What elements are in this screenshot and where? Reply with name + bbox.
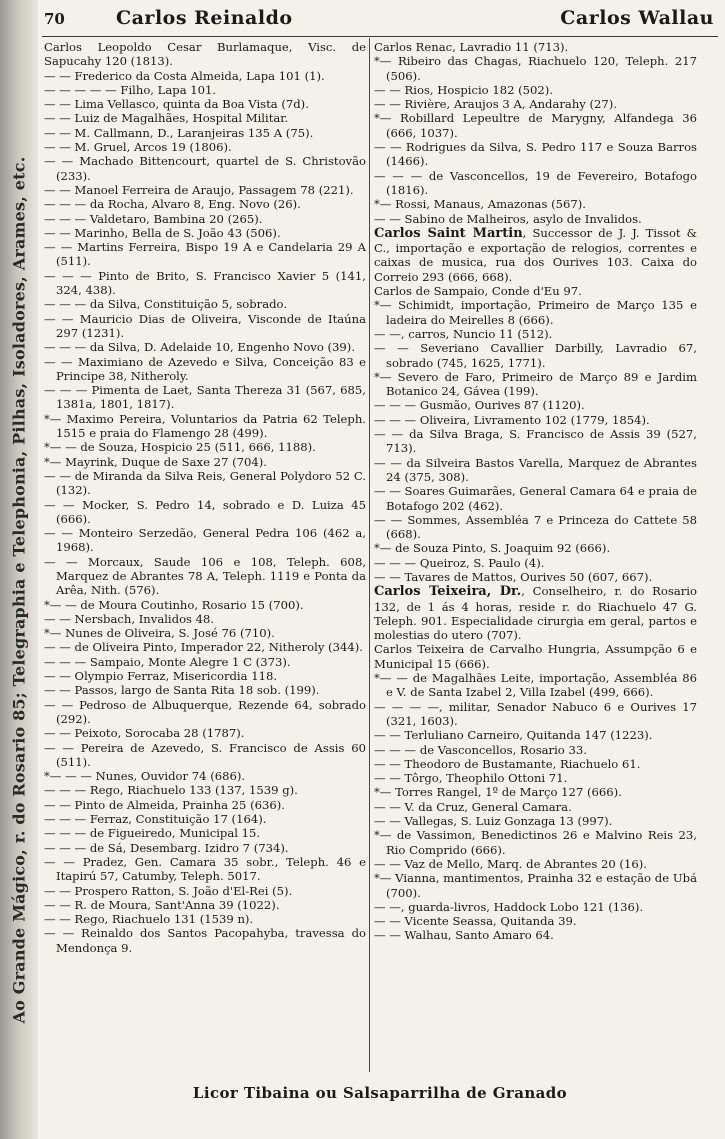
directory-entry: — — Luiz de Magalhães, Hospital Militar. bbox=[44, 111, 289, 126]
directory-entry: Carlos de Sampaio, Conde d'Eu 97. bbox=[374, 284, 582, 299]
left-column bbox=[44, 40, 366, 1070]
header-right-title: Carlos Wallau bbox=[560, 7, 714, 29]
directory-entry: — — Morcaux, Saude 106 e 108, Teleph. 608, Marquez de Abrantes 78 A, Teleph. 1119 e Ponta da Arêa, Nith. (576). bbox=[44, 554, 366, 598]
directory-entry: — — Rodrigues da Silva, S. Pedro 117 e Souza Barros (1466). bbox=[374, 140, 697, 169]
directory-entry: *— Rossi, Manaus, Amazonas (567). bbox=[374, 197, 586, 212]
directory-entry: *— de Vassimon, Benedictinos 26 e Malvino Reis 23, Rio Comprido (666). bbox=[374, 828, 697, 857]
directory-entry: — — Severiano Cavallier Darbilly, Lavradio 67, sobrado (745, 1625, 1771). bbox=[374, 341, 697, 370]
header-left-title: Carlos Reinaldo bbox=[116, 7, 293, 29]
directory-entry: — — — Sampaio, Monte Alegre 1 C (373). bbox=[44, 654, 291, 669]
directory-entry: — — Mauricio Dias de Oliveira, Visconde de Itaúna 297 (1231). bbox=[44, 311, 366, 340]
spine-advertisement: Ao Grande Mágico, r. do Rosario 85; Telegraphia e Telephonia, Pilhas, Isoladores, Arames, etc. bbox=[9, 156, 29, 1024]
directory-entry: — — — Pinto de Brito, S. Francisco Xavier 5 (141, 324, 438). bbox=[44, 268, 366, 298]
directory-entry: *— — de Moura Coutinho, Rosario 15 (700). bbox=[44, 597, 304, 612]
directory-entry: — — de Oliveira Pinto, Imperador 22, Nitheroly (344). bbox=[44, 640, 363, 655]
directory-entry: — — de Miranda da Silva Reis, General Polydoro 52 C. (132). bbox=[44, 468, 366, 498]
directory-entry: — — — de Vasconcellos, Rosario 33. bbox=[374, 742, 587, 757]
directory-entry: — — Sommes, Assembléa 7 e Princeza do Cattete 58 (668). bbox=[374, 512, 697, 542]
directory-entry: *— Mayrink, Duque de Saxe 27 (704). bbox=[44, 454, 267, 469]
directory-entry: — — — da Silva, Constituição 5, sobrado. bbox=[44, 297, 288, 312]
directory-entry: — — — Rego, Riachuelo 133 (137, 1539 g). bbox=[44, 783, 298, 798]
directory-entry: — — Soares Guimarães, General Camara 64 e praia de Botafogo 202 (462). bbox=[374, 484, 697, 513]
directory-entry: — —, guarda-livros, Haddock Lobo 121 (136). bbox=[374, 899, 644, 914]
entry-heading: Carlos Saint Martin bbox=[374, 225, 523, 241]
directory-entry: — — Pedroso de Albuquerque, Rezende 64, sobrado (292). bbox=[44, 697, 366, 726]
directory-entry: — — — de Figueiredo, Municipal 15. bbox=[44, 826, 261, 841]
directory-entry: — — R. de Moura, Sant'Anna 39 (1022). bbox=[44, 897, 280, 912]
directory-entry: — — M. Callmann, D., Laranjeiras 135 A (75). bbox=[44, 125, 314, 140]
directory-entry: — — — de Sá, Desembarg. Izidro 7 (734). bbox=[44, 840, 289, 855]
directory-entry: — — — Pimenta de Laet, Santa Thereza 31 (567, 685, 1381a, 1801, 1817). bbox=[44, 383, 366, 412]
directory-entry: — — Terluliano Carneiro, Quitanda 147 (1223). bbox=[374, 728, 653, 743]
directory-entry: — — Frederico da Costa Almeida, Lapa 101 (1). bbox=[44, 68, 325, 83]
running-header bbox=[42, 4, 718, 34]
directory-entry: — — Peixoto, Sorocaba 28 (1787). bbox=[44, 726, 245, 741]
directory-entry: — — — Gusmão, Ourives 87 (1120). bbox=[374, 398, 585, 413]
directory-entry: *— Torres Rangel, 1º de Março 127 (666). bbox=[374, 785, 622, 800]
directory-entry: — — Rivière, Araujos 3 A, Andarahy (27). bbox=[374, 97, 618, 112]
directory-entry: *— Vianna, mantimentos, Prainha 32 e estação de Ubá (700). bbox=[374, 871, 697, 900]
directory-entry: — — Pinto de Almeida, Prainha 25 (636). bbox=[44, 797, 285, 812]
directory-entry: — — Maximiano de Azevedo e Silva, Conceição 83 e Principe 38, Nitheroly. bbox=[44, 354, 366, 383]
directory-entry: — — — da Rocha, Alvaro 8, Eng. Novo (26). bbox=[44, 197, 301, 212]
directory-entry: — — Tavares de Mattos, Ourives 50 (607, 667). bbox=[374, 569, 653, 584]
directory-entry: Carlos Teixeira, Dr., Conselheiro, r. do Rosario 132, de 1 ás 4 horas, reside r. do Riachuelo 47 G. Teleph. 901. Especialidade cirurgia em geral, partos e molestias do utero (707). bbox=[374, 584, 697, 643]
directory-entry: *— — de Souza, Hospicio 25 (511, 666, 1188). bbox=[44, 440, 316, 455]
directory-entry: — — Passos, largo de Santa Rita 18 sob. (199). bbox=[44, 683, 320, 698]
column-divider bbox=[369, 38, 370, 1072]
directory-entry: — — — Ferraz, Constituição 17 (164). bbox=[44, 812, 267, 827]
directory-entry: — — Theodoro de Bustamante, Riachuelo 61. bbox=[374, 756, 641, 771]
directory-entry: — — Vicente Seassa, Quitanda 39. bbox=[374, 914, 577, 929]
directory-entry: *— de Souza Pinto, S. Joaquim 92 (666). bbox=[374, 541, 611, 556]
footer-advertisement: Licor Tibaina ou Salsaparrilha de Granado bbox=[192, 1084, 568, 1102]
directory-entry: — — V. da Cruz, General Camara. bbox=[374, 799, 572, 814]
directory-entry: — — Nersbach, Invalidos 48. bbox=[44, 611, 215, 626]
directory-entry: — — Reinaldo dos Santos Pacopahyba, travessa do Mendonça 9. bbox=[44, 926, 366, 955]
directory-entry: *— Nunes de Oliveira, S. José 76 (710). bbox=[44, 626, 275, 641]
directory-entry: — — Pereira de Azevedo, S. Francisco de Assis 60 (511). bbox=[44, 740, 366, 769]
directory-entry: — — da Silveira Bastos Varella, Marquez de Abrantes 24 (375, 308). bbox=[374, 455, 697, 484]
directory-entry: — — Monteiro Serzedão, General Pedra 106 (462 a, 1968). bbox=[44, 526, 366, 555]
directory-entry: — — Mocker, S. Pedro 14, sobrado e D. Luiza 45 (666). bbox=[44, 497, 366, 526]
directory-entry: — — Martins Ferreira, Bispo 19 A e Candelaria 29 A (511). bbox=[44, 240, 366, 269]
page-spine-margin bbox=[0, 0, 38, 1139]
directory-entry: — — — Valdetaro, Bambina 20 (265). bbox=[44, 211, 263, 226]
directory-entry: — — Lima Vellasco, quinta da Boa Vista (7d). bbox=[44, 97, 309, 112]
entry-heading: Carlos Teixeira, Dr. bbox=[374, 584, 522, 600]
directory-entry: *— — — Nunes, Ouvidor 74 (686). bbox=[44, 769, 246, 784]
directory-entry: — — Marinho, Bella de S. João 43 (506). bbox=[44, 225, 281, 240]
directory-entry: — — Rego, Riachuelo 131 (1539 n). bbox=[44, 912, 254, 927]
directory-entry: *— Maximo Pereira, Voluntarios da Patria 62 Teleph. 1515 e praia do Flamengo 28 (499). bbox=[44, 411, 366, 441]
directory-entry: — — Vaz de Mello, Marq. de Abrantes 20 (16). bbox=[374, 856, 647, 871]
directory-entry: — — Manoel Ferreira de Araujo, Passagem 78 (221). bbox=[44, 182, 354, 197]
directory-entry: *— Robillard Lepeultre de Marygny, Alfandega 36 (666, 1037). bbox=[374, 111, 697, 140]
directory-entry: — — — Queiroz, S. Paulo (4). bbox=[374, 555, 545, 570]
header-rule bbox=[42, 36, 718, 37]
directory-entry: — — — — — Filho, Lapa 101. bbox=[44, 82, 217, 97]
directory-entry: Carlos Renac, Lavradio 11 (713). bbox=[374, 40, 569, 54]
directory-entry: — — Tôrgo, Theophilo Ottoni 71. bbox=[374, 771, 568, 786]
directory-entry: — — Rios, Hospicio 182 (502). bbox=[374, 82, 554, 97]
directory-entry: — — — —, militar, Senador Nabuco 6 e Ourives 17 (321, 1603). bbox=[374, 699, 697, 728]
directory-entry: — — — da Silva, D. Adelaide 10, Engenho Novo (39). bbox=[44, 340, 356, 355]
directory-entry: — — Sabino de Malheiros, asylo de Invalidos. bbox=[374, 211, 642, 226]
right-column bbox=[374, 40, 697, 1070]
directory-entry: — — Olympio Ferraz, Misericordia 118. bbox=[44, 669, 278, 684]
directory-entry: Carlos Saint Martin, Successor de J. J. Tissot & C., importação e exportação de relogios, correntes e caixas de musica, rua dos Ourives 103. Caixa do Correio 293 (666, 668). bbox=[374, 225, 697, 284]
directory-entry: *— Severo de Faro, Primeiro de Março 89 e Jardim Botanico 24, Gávea (199). bbox=[374, 369, 697, 399]
directory-entry: — — — de Vasconcellos, 19 de Fevereiro, Botafogo (1816). bbox=[374, 168, 697, 197]
directory-entry: — — Walhau, Santo Amaro 64. bbox=[374, 928, 554, 943]
directory-entry: — — M. Gruel, Arcos 19 (1806). bbox=[44, 140, 232, 155]
directory-entry: Carlos Leopoldo Cesar Burlamaque, Visc. de Sapucahy 120 (1813). bbox=[44, 40, 366, 69]
directory-entry: — — — Oliveira, Livramento 102 (1779, 1854). bbox=[374, 412, 650, 427]
directory-entry: — — Vallegas, S. Luiz Gonzaga 13 (997). bbox=[374, 814, 613, 829]
directory-entry: *— Ribeiro das Chagas, Riachuelo 120, Teleph. 217 (506). bbox=[374, 54, 697, 83]
directory-entry: — — Machado Bittencourt, quartel de S. Christovão (233). bbox=[44, 154, 366, 183]
directory-entry: — —, carros, Nuncio 11 (512). bbox=[374, 326, 553, 341]
directory-entry: *— Schimidt, importação, Primeiro de Março 135 e ladeira do Meirelles 8 (666). bbox=[374, 298, 697, 327]
directory-entry: — — da Silva Braga, S. Francisco de Assis 39 (527, 713). bbox=[374, 427, 697, 456]
page-number: 70 bbox=[44, 10, 65, 28]
directory-entry: *— — de Magalhães Leite, importação, Assembléa 86 e V. de Santa Izabel 2, Villa Izabel (499, 666). bbox=[374, 671, 697, 700]
directory-entry: Carlos Teixeira de Carvalho Hungria, Assumpção 6 e Municipal 15 (666). bbox=[374, 642, 697, 671]
directory-entry: — — Pradez, Gen. Camara 35 sobr., Teleph. 46 e Itapirú 57, Catumby, Teleph. 5017. bbox=[44, 854, 366, 884]
directory-entry: — — Prospero Ratton, S. João d'El-Rei (5). bbox=[44, 883, 293, 898]
